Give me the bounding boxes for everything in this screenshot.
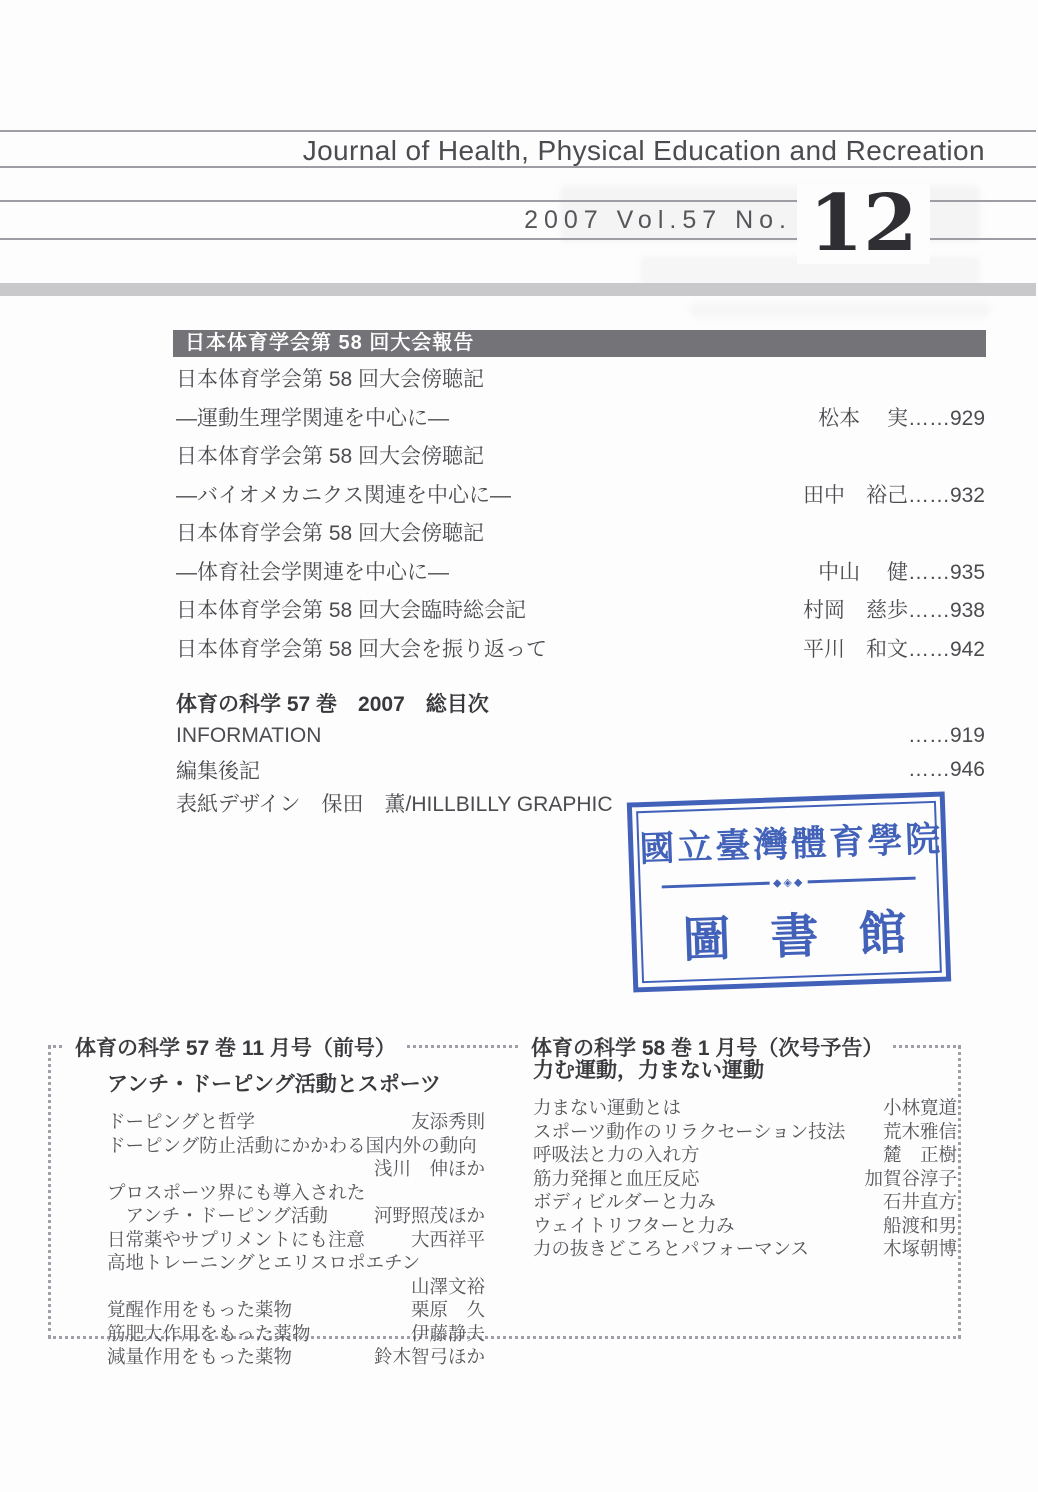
article-row: 日常薬やサプリメントにも注意 大西祥平 [107, 1228, 485, 1250]
toc-row [176, 398, 985, 437]
toc-row [176, 436, 985, 475]
library-stamp-institution: 國立臺灣體育學院 [638, 818, 944, 871]
article-row: アンチ・ドーピング活動 河野照茂ほか [107, 1205, 485, 1226]
annual-index-heading-row [176, 686, 985, 720]
information-label: INFORMATION [176, 724, 322, 748]
next-issue-theme: 力む運動，力まない運動 [533, 1059, 764, 1082]
toc-row [176, 552, 985, 591]
toc-row [176, 629, 985, 668]
cover-design-credit: 表紙デザイン 保田 薫/HILLBILLY GRAPHIC [176, 793, 613, 817]
article-row: スポーツ動作のリラクセーション技法 荒木雅信 [533, 1120, 957, 1142]
article-row: 浅川 伸ほか [373, 1158, 485, 1179]
article-row: 力まない運動とは 小林寛道 [533, 1097, 957, 1118]
article-row: ボディビルダーと力み 石井直方 [533, 1191, 957, 1212]
editors-note-row [176, 753, 985, 787]
section-header-bar: 日本体育学会第 58 回大会報告 [173, 330, 986, 357]
bleed-through-ghost [690, 302, 990, 318]
article-row: 呼吸法と力の入れ方 麓 正樹 [533, 1144, 957, 1165]
article-row: プロスポーツ界にも導入された [107, 1181, 366, 1203]
journal-title: Journal of Health, Physical Education and Recreation [302, 135, 985, 166]
article-row: 筋力発揮と血圧反応 加賀谷淳子 [533, 1167, 957, 1189]
stamp-divider [661, 872, 916, 893]
article-row: 覚醒作用をもった薬物 栗原 久 [107, 1299, 485, 1320]
toc-entry-title: 日本体育学会第 58 回大会傍聴記 [176, 368, 485, 392]
toc-entry-author-page: 平川 和文……942 [802, 637, 985, 661]
toc-row [176, 590, 985, 629]
annual-index-heading: 体育の科学 57 巻 2007 総目次 [176, 692, 489, 716]
article-row: ウェイトリフターと力み 船渡和男 [533, 1214, 957, 1236]
toc-entry-title: —運動生理学関連を中心に— [176, 406, 449, 430]
previous-issue-column [107, 1068, 485, 1369]
toc-entry-author-page: 松本 実……929 [818, 406, 985, 430]
information-row [176, 720, 985, 754]
toc-entry-author-page: 田中 裕己……932 [802, 483, 985, 507]
issue-number: 12 [797, 184, 930, 264]
library-stamp-inner-border [636, 801, 948, 983]
toc-entry-title: 日本体育学会第 58 回大会傍聴記 [176, 522, 485, 546]
library-stamp-library-label: 圖書館 [681, 903, 948, 969]
editors-note-page: ……946 [907, 757, 985, 781]
previous-issue-header: 体育の科学 57 巻 11 月号（前号） [65, 1032, 406, 1062]
library-stamp [627, 792, 951, 993]
next-issue-header: 体育の科学 58 巻 1 月号（次号予告） [521, 1032, 893, 1062]
article-row: 減量作用をもった薬物 鈴木智弓ほか [107, 1346, 485, 1367]
article-row: ドーピング防止活動にかかわる国内外の動向 [107, 1134, 477, 1156]
toc-row [176, 359, 985, 398]
toc-row [176, 513, 985, 552]
toc-entry-author-page: 村岡 慈歩……938 [802, 599, 985, 623]
toc-entry-title: 日本体育学会第 58 回大会臨時総会記 [176, 599, 527, 623]
toc-entry-title: —バイオメカニクス関連を中心に— [176, 483, 511, 507]
table-of-contents [176, 359, 985, 667]
article-row: 筋肥大作用をもった薬物 伊藤静夫 [107, 1322, 485, 1344]
issue-volume-line: 2007 Vol.57 No. [524, 206, 792, 234]
editors-note-label: 編集後記 [176, 759, 260, 783]
stamp-divider-beads: ◆◈◆ [772, 875, 805, 890]
issue-preview-box [48, 1037, 961, 1367]
toc-entry-title: —体育社会学関連を中心に— [176, 560, 449, 584]
article-row: 力の抜きどころとパフォーマンス 木塚朝博 [533, 1238, 957, 1259]
header-rule-1 [0, 130, 1036, 132]
article-row: 高地トレーニングとエリスロポエチン [107, 1252, 421, 1273]
toc-entry-title: 日本体育学会第 58 回大会傍聴記 [176, 445, 485, 469]
toc-entry-title: 日本体育学会第 58 回大会を振り返って [176, 637, 548, 661]
previous-issue-theme: アンチ・ドーピング活動とスポーツ [107, 1073, 441, 1096]
toc-entry-author-page: 中山 健……935 [818, 560, 985, 584]
article-row: 山澤文裕 [410, 1275, 485, 1297]
next-issue-column [533, 1054, 957, 1261]
toc-row [176, 475, 985, 514]
information-page: ……919 [907, 724, 985, 748]
gray-divider-bar [0, 283, 1036, 296]
article-row: ドーピングと哲学 友添秀則 [107, 1111, 485, 1132]
